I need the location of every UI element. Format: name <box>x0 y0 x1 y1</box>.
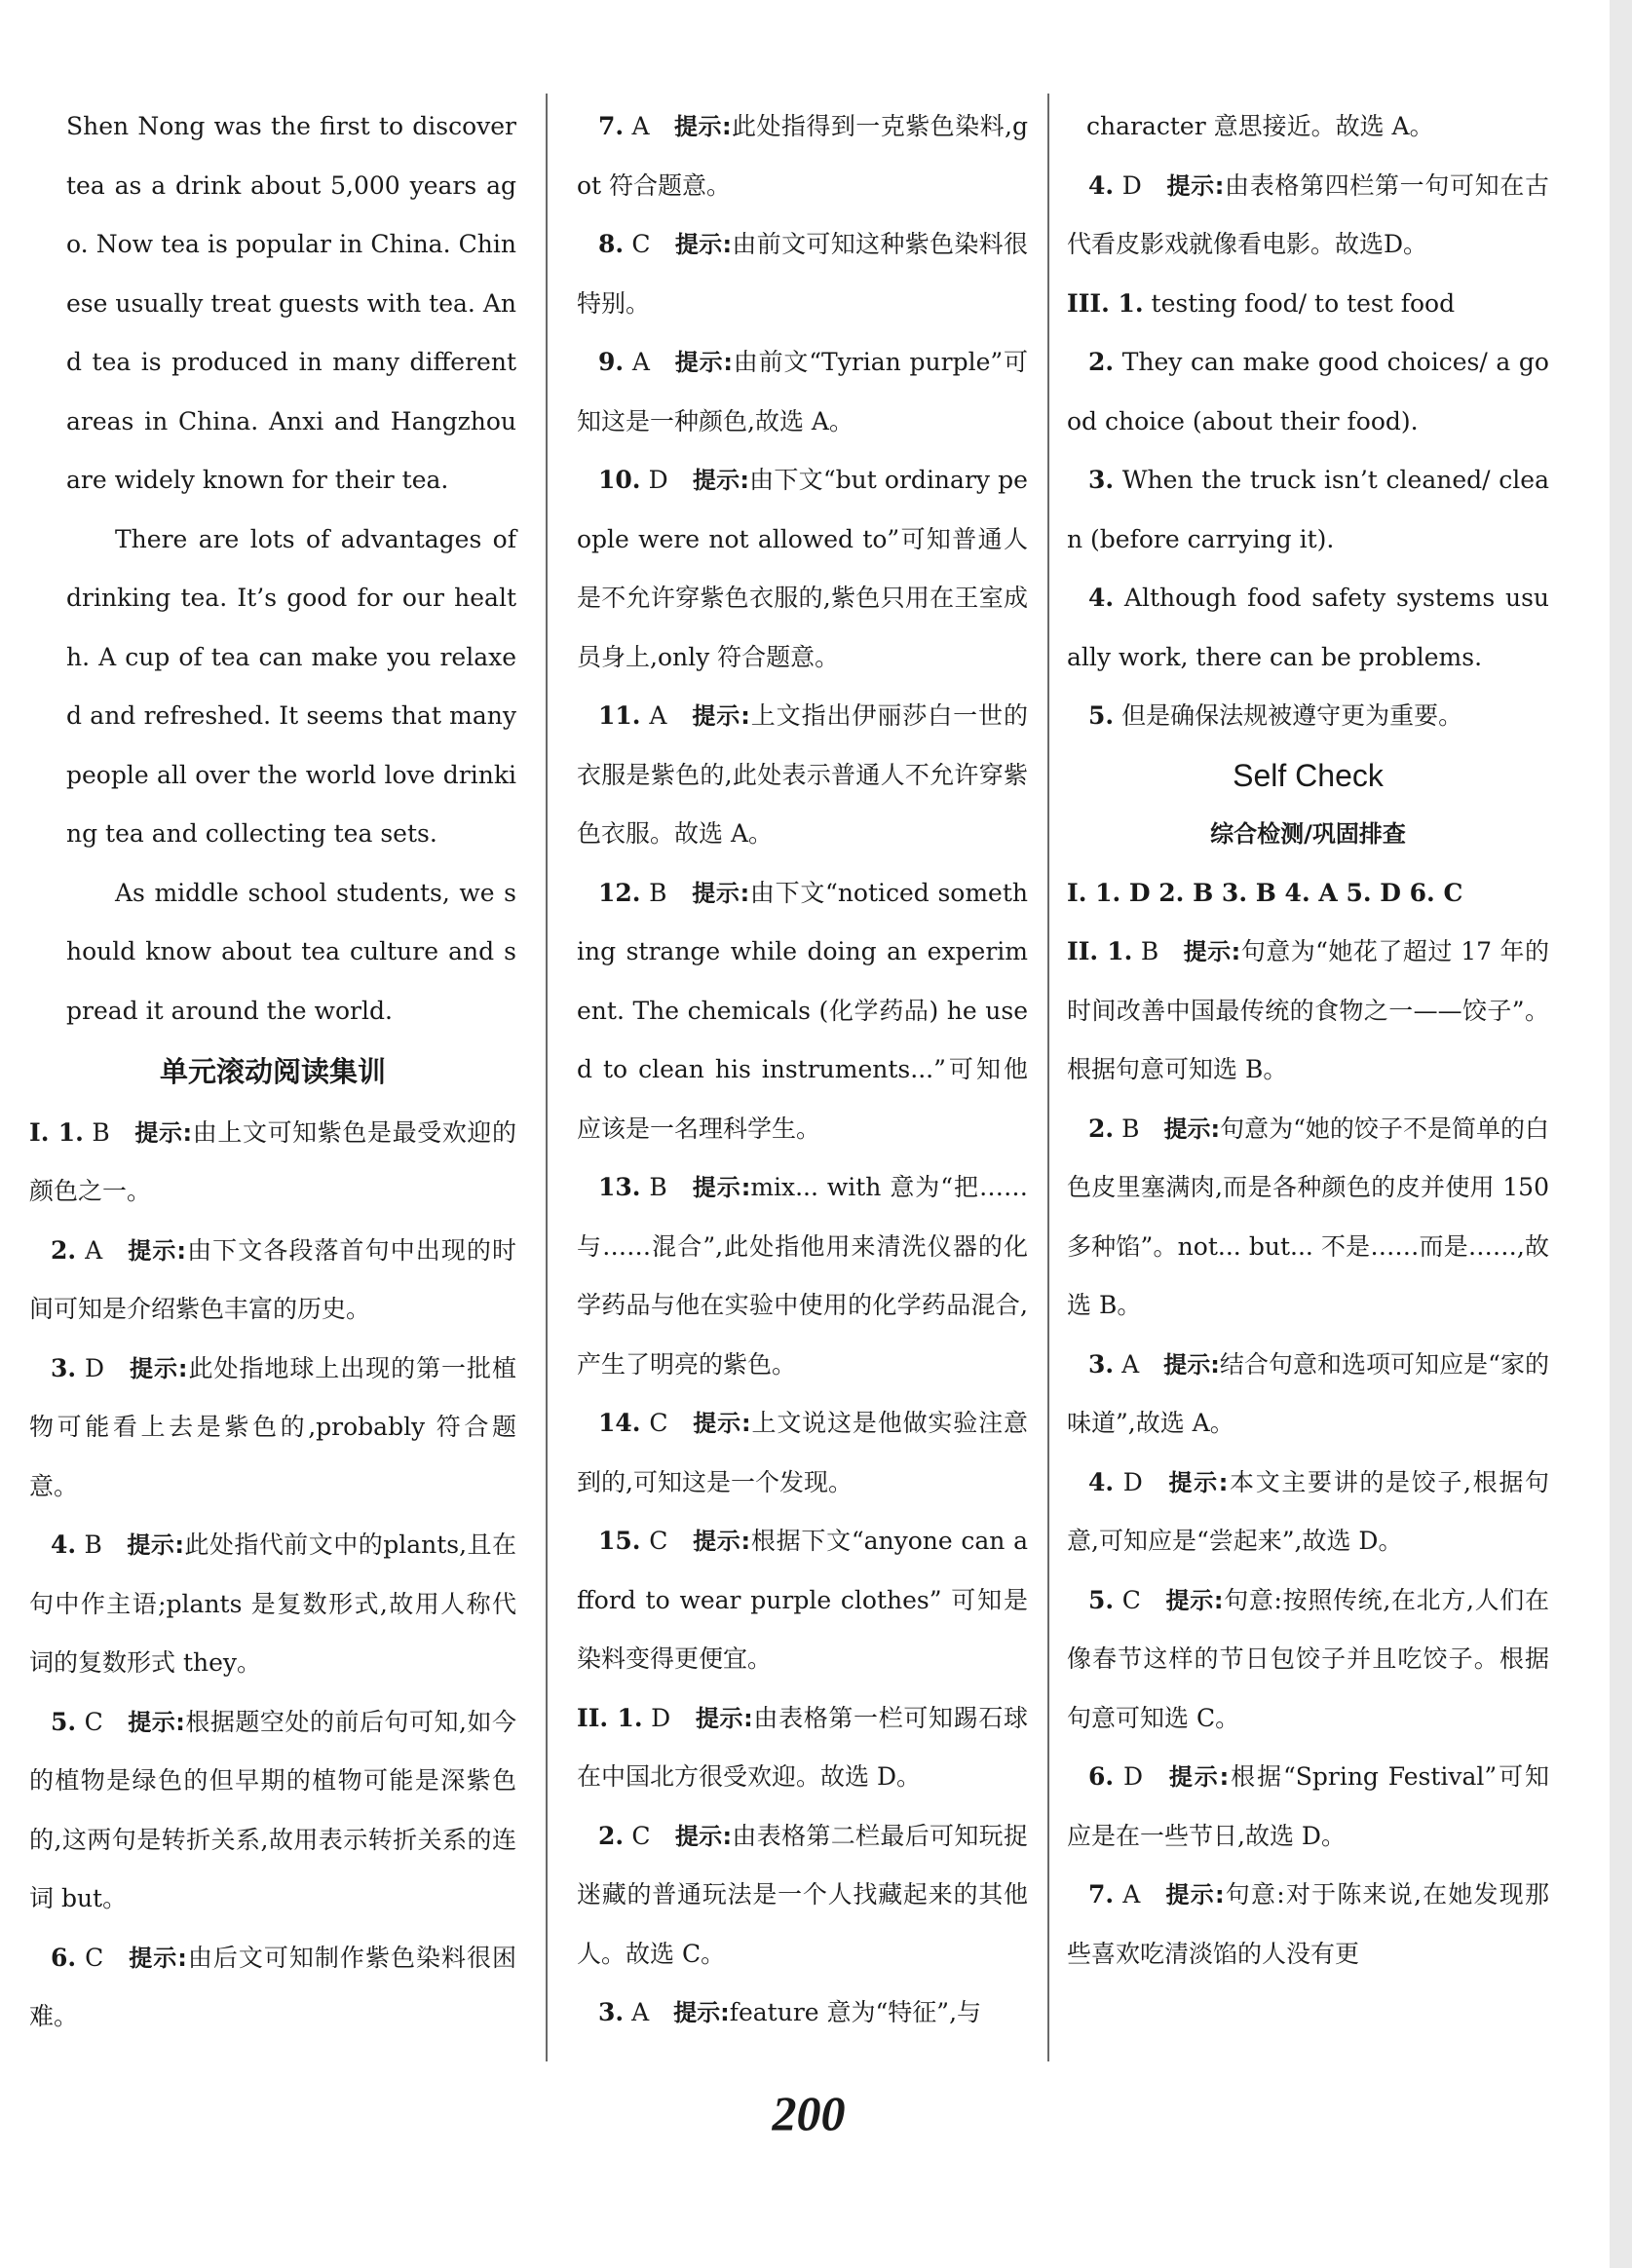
item-hint-label: 提示: <box>1164 1881 1225 1909</box>
item-text: When the truck isn’t cleaned/ clean (before carrying it). <box>1067 466 1549 553</box>
section-title: 单元滚动阅读集训 <box>159 1055 386 1088</box>
item-answer: B <box>649 878 667 907</box>
item-answer: D <box>85 1353 105 1382</box>
item-answer: D <box>1121 170 1142 200</box>
item-number: 10. <box>598 466 641 494</box>
answer-item <box>29 1929 516 2047</box>
item-hint-label: 提示: <box>692 1528 751 1555</box>
page-number: 200 <box>772 2086 846 2140</box>
item-text: 根据题空处的前后句可知,如今的植物是绿色的但早期的植物可能是深紫色的,这两句是转折关系,故用表示转折关系的连词 but。 <box>29 1707 516 1912</box>
essay-paragraph: Shen Nong was the first to discover tea as a drink about 5,000 years ago. Now tea is popular in China. Chinese usually treat guests with tea. And tea is produced in many different areas in China. Anxi and Hangzhou are widely known for their tea. <box>66 112 516 494</box>
item-number: 14. <box>598 1409 641 1437</box>
item-number: II. 1. <box>577 1703 643 1732</box>
item-answer: A <box>649 701 667 730</box>
item-number: 2. <box>51 1235 77 1265</box>
item-number: 11. <box>598 701 641 730</box>
item-text: 上文说这是他做实验注意到的,可知这是一个发现。 <box>577 1409 1028 1496</box>
column-3 <box>1067 97 1549 1984</box>
item-answer: A <box>631 348 650 376</box>
item-answer: C <box>649 1527 668 1555</box>
item-answer: D <box>651 1703 671 1732</box>
answer-list <box>1067 923 1549 1984</box>
item-number: 15. <box>598 1527 641 1555</box>
answer-item <box>577 215 1028 333</box>
item-hint-label: 提示: <box>692 1410 751 1437</box>
answer-item <box>1067 687 1549 746</box>
item-answer: C <box>631 230 651 258</box>
item-number: 2. <box>1088 1114 1115 1143</box>
answer-list <box>1067 157 1549 275</box>
essay-paragraph: There are lots of advantages of drinking tea. It’s good for our health. A cup of tea can make you relaxed and refreshed. It seems that many people all over the world love drinking tea and collecting tea sets. <box>66 524 516 848</box>
item-answer: A <box>85 1235 103 1265</box>
column-2 <box>577 97 1028 2043</box>
answer-item <box>1067 1748 1549 1866</box>
answer-item <box>1067 1866 1549 1984</box>
item-text: 句意为“她花了超过 17 年的时间改善中国最传统的食物之一——饺子”。根据句意可知选 B。 <box>1067 937 1549 1083</box>
item-number: 5. <box>51 1707 77 1736</box>
item-text: 由下文“but ordinary people were not allowed to”可知普通人是不允许穿紫色衣服的,紫色只用在王室成员身上,only 符合题意。 <box>577 466 1028 671</box>
answer-item <box>577 1394 1028 1512</box>
item-text: 句意:按照传统,在北方,人们在像春节这样的节日包饺子并且吃饺子。根据句意可知选 C。 <box>1067 1585 1549 1732</box>
item-number: 3. <box>598 1998 625 2026</box>
item-answer: B <box>92 1117 110 1147</box>
item-number: 13. <box>598 1173 641 1201</box>
item-answer: B <box>649 1173 667 1201</box>
item-text: testing food/ to test food <box>1151 288 1456 318</box>
item-hint-label: 提示: <box>129 1354 188 1382</box>
item-number: 7. <box>1088 1880 1115 1909</box>
self-check-title: Self Check <box>1233 757 1384 793</box>
item-number: 4. <box>1088 584 1115 612</box>
item-hint-label: 提示: <box>1163 1115 1221 1143</box>
item-hint-label: 提示: <box>1163 1350 1220 1379</box>
item-answer: D <box>1122 1762 1143 1791</box>
item-number: 12. <box>598 878 641 907</box>
item-answer: B <box>84 1531 102 1559</box>
answer-item <box>577 1158 1028 1394</box>
item-hint-label: 提示: <box>133 1118 193 1147</box>
item-number: II. 1. <box>1067 937 1133 965</box>
item-hint-label: 提示: <box>691 879 750 907</box>
item-hint-label: 提示: <box>1167 1763 1230 1791</box>
item-answer: A <box>1121 1349 1140 1379</box>
item-answer: C <box>1121 1585 1141 1614</box>
item-text: 由表格第四栏第一句可知在古代看皮影戏就像看电影。故选D。 <box>1067 170 1549 258</box>
item-text: 由下文“noticed something strange while doing an experiment. The chemicals (化学药品) he used to clean his instruments...”可知他应该是一名理科学生。 <box>577 878 1028 1143</box>
answer-item <box>577 97 1028 215</box>
answer-item <box>1067 157 1549 275</box>
item-number: 3. <box>51 1353 77 1382</box>
item-text: mix... with 意为“把……与……混合”,此处指他用来清洗仪器的化学药品与他在实验中使用的化学药品混合,产生了明亮的紫色。 <box>577 1173 1028 1379</box>
item-hint-label: 提示: <box>674 1822 733 1850</box>
item-number: 9. <box>598 348 625 376</box>
item-hint-label: 提示: <box>692 467 749 494</box>
item-text: 句意为“她的饺子不是简单的白色皮里塞满肉,而是各种颜色的皮并使用 150 多种馅”。not... but... 不是……而是……,故选 B。 <box>1067 1114 1549 1319</box>
answer-list <box>29 1104 516 2047</box>
item-text: 由表格第二栏最后可知玩捉迷藏的普通玩法是一个人找藏起来的其他人。故选 C。 <box>577 1821 1028 1968</box>
answer-list <box>1067 275 1549 746</box>
item-hint-label: 提示: <box>691 1174 751 1201</box>
item-number: 4. <box>1088 170 1115 200</box>
item-number: III. 1. <box>1067 288 1144 318</box>
item-number: 4. <box>51 1531 77 1559</box>
item-answer: C <box>85 1943 104 1972</box>
answer-item <box>29 1340 516 1517</box>
item-text: 句意:对于陈来说,在她发现那些喜欢吃清淡馅的人没有更 <box>1067 1880 1549 1968</box>
item-text: 由表格第一栏可知踢石球在中国北方很受欢迎。故选 D。 <box>577 1703 1028 1791</box>
item-hint-label: 提示: <box>1164 1586 1224 1614</box>
answer-item <box>577 1512 1028 1689</box>
item-text: Although food safety systems usually work, there can be problems. <box>1067 584 1549 671</box>
item-answer: A <box>1122 1880 1141 1909</box>
answer-item <box>29 1104 516 1222</box>
answer-item <box>1067 1100 1549 1336</box>
item-answer: A <box>631 1998 650 2026</box>
item-hint-label: 提示: <box>673 349 733 376</box>
page-margin <box>1610 0 1632 2268</box>
item-answer: D <box>1122 1467 1143 1496</box>
item-text: 上文指出伊丽莎白一世的衣服是紫色的,此处表示普通人不允许穿紫色衣服。故选 A。 <box>577 701 1028 848</box>
item-text: 由下文各段落首句中出现的时间可知是介绍紫色丰富的历史。 <box>29 1235 516 1323</box>
item-text: 结合句意和选项可知应是“家的味道”,故选 A。 <box>1067 1349 1549 1437</box>
item-answer: D <box>648 466 668 494</box>
item-number: 8. <box>598 230 625 258</box>
answer-item <box>577 864 1028 1159</box>
item-hint-label: 提示: <box>128 1944 187 1972</box>
answer-item <box>29 1693 516 1929</box>
item-hint-label: 提示: <box>695 1704 753 1732</box>
answer-item <box>577 451 1028 687</box>
item-answer: B <box>1121 1114 1140 1143</box>
item-text: 此处指代前文中的plants,且在句中作主语;plants 是复数形式,故用人称代词的复数形式 they。 <box>29 1531 516 1677</box>
column-1 <box>29 97 516 2047</box>
item-text: 此处指得到一克紫色染料,got 符合题意。 <box>577 112 1028 200</box>
item-answer: C <box>649 1409 668 1437</box>
item-text: feature 意为“特征”,与 <box>729 1998 982 2026</box>
answer-item <box>1067 1454 1549 1571</box>
item-answer: C <box>84 1707 103 1736</box>
answer-item <box>1067 333 1549 451</box>
answers-line: I. 1. D 2. B 3. B 4. A 5. D 6. C <box>1067 878 1463 907</box>
answer-item <box>577 687 1028 864</box>
column-divider <box>1047 94 1049 2061</box>
item-number: I. 1. <box>29 1117 84 1147</box>
item-text: 由前文可知这种紫色染料很特别。 <box>577 230 1028 318</box>
item-hint-label: 提示: <box>674 231 733 258</box>
continued-text: character 意思接近。故选 A。 <box>1086 112 1434 140</box>
item-text: 此处指地球上出现的第一批植物可能看上去是紫色的,probably 符合题意。 <box>29 1353 516 1500</box>
item-number: 5. <box>1088 1585 1115 1614</box>
answer-item <box>29 1222 516 1340</box>
item-number: 3. <box>1088 1349 1115 1379</box>
item-answer: A <box>631 112 650 140</box>
answer-item <box>577 333 1028 451</box>
answer-item <box>1067 1571 1549 1749</box>
item-text: 根据“Spring Festival”可知应是在一些节日,故选 D。 <box>1067 1762 1549 1850</box>
answer-item <box>577 1984 1028 2043</box>
item-hint-label: 提示: <box>691 702 750 730</box>
item-hint-label: 提示: <box>127 1708 185 1736</box>
item-text: 但是确保法规被遵守更为重要。 <box>1121 701 1463 730</box>
item-number: 4. <box>1088 1467 1115 1496</box>
answer-list <box>577 97 1028 2043</box>
answer-item <box>1067 1336 1549 1454</box>
item-number: 5. <box>1088 701 1115 730</box>
item-text: 由上文可知紫色是最受欢迎的颜色之一。 <box>29 1117 516 1205</box>
answer-item <box>577 1689 1028 1807</box>
item-number: 6. <box>1088 1762 1115 1791</box>
essay-paragraph: As middle school students, we should know about tea culture and spread it around the world. <box>66 878 516 1025</box>
item-number: 2. <box>598 1821 625 1850</box>
answer-item <box>1067 569 1549 687</box>
item-hint-label: 提示: <box>127 1236 187 1265</box>
item-number: 6. <box>51 1943 77 1972</box>
item-answer: C <box>631 1821 651 1850</box>
item-hint-label: 提示: <box>1165 171 1225 200</box>
answer-item <box>1067 451 1549 569</box>
item-number: 3. <box>1088 466 1115 494</box>
item-text: 由后文可知制作紫色染料很困难。 <box>29 1943 516 2030</box>
item-hint-label: 提示: <box>673 113 732 140</box>
item-number: 2. <box>1088 348 1115 376</box>
item-text: 本文主要讲的是饺子,根据句意,可知应是“尝起来”,故选 D。 <box>1067 1467 1550 1555</box>
answer-item <box>577 1807 1028 1984</box>
item-hint-label: 提示: <box>1166 1468 1229 1496</box>
answer-item <box>1067 275 1549 334</box>
item-text: 由前文“Tyrian purple”可知这是一种颜色,故选 A。 <box>577 348 1028 435</box>
item-hint-label: 提示: <box>673 1999 730 2026</box>
self-check-subtitle: 综合检测/巩固排查 <box>1210 820 1406 848</box>
answer-item <box>1067 923 1549 1100</box>
item-number: 7. <box>598 112 625 140</box>
item-answer: B <box>1140 937 1159 965</box>
answer-item <box>29 1516 516 1693</box>
column-divider <box>546 94 548 2061</box>
item-hint-label: 提示: <box>126 1531 184 1559</box>
item-text: They can make good choices/ a good choice (about their food). <box>1067 348 1549 435</box>
item-text: 根据下文“anyone can afford to wear purple clothes” 可知是染料变得更便宜。 <box>577 1527 1028 1673</box>
item-hint-label: 提示: <box>1183 938 1241 965</box>
